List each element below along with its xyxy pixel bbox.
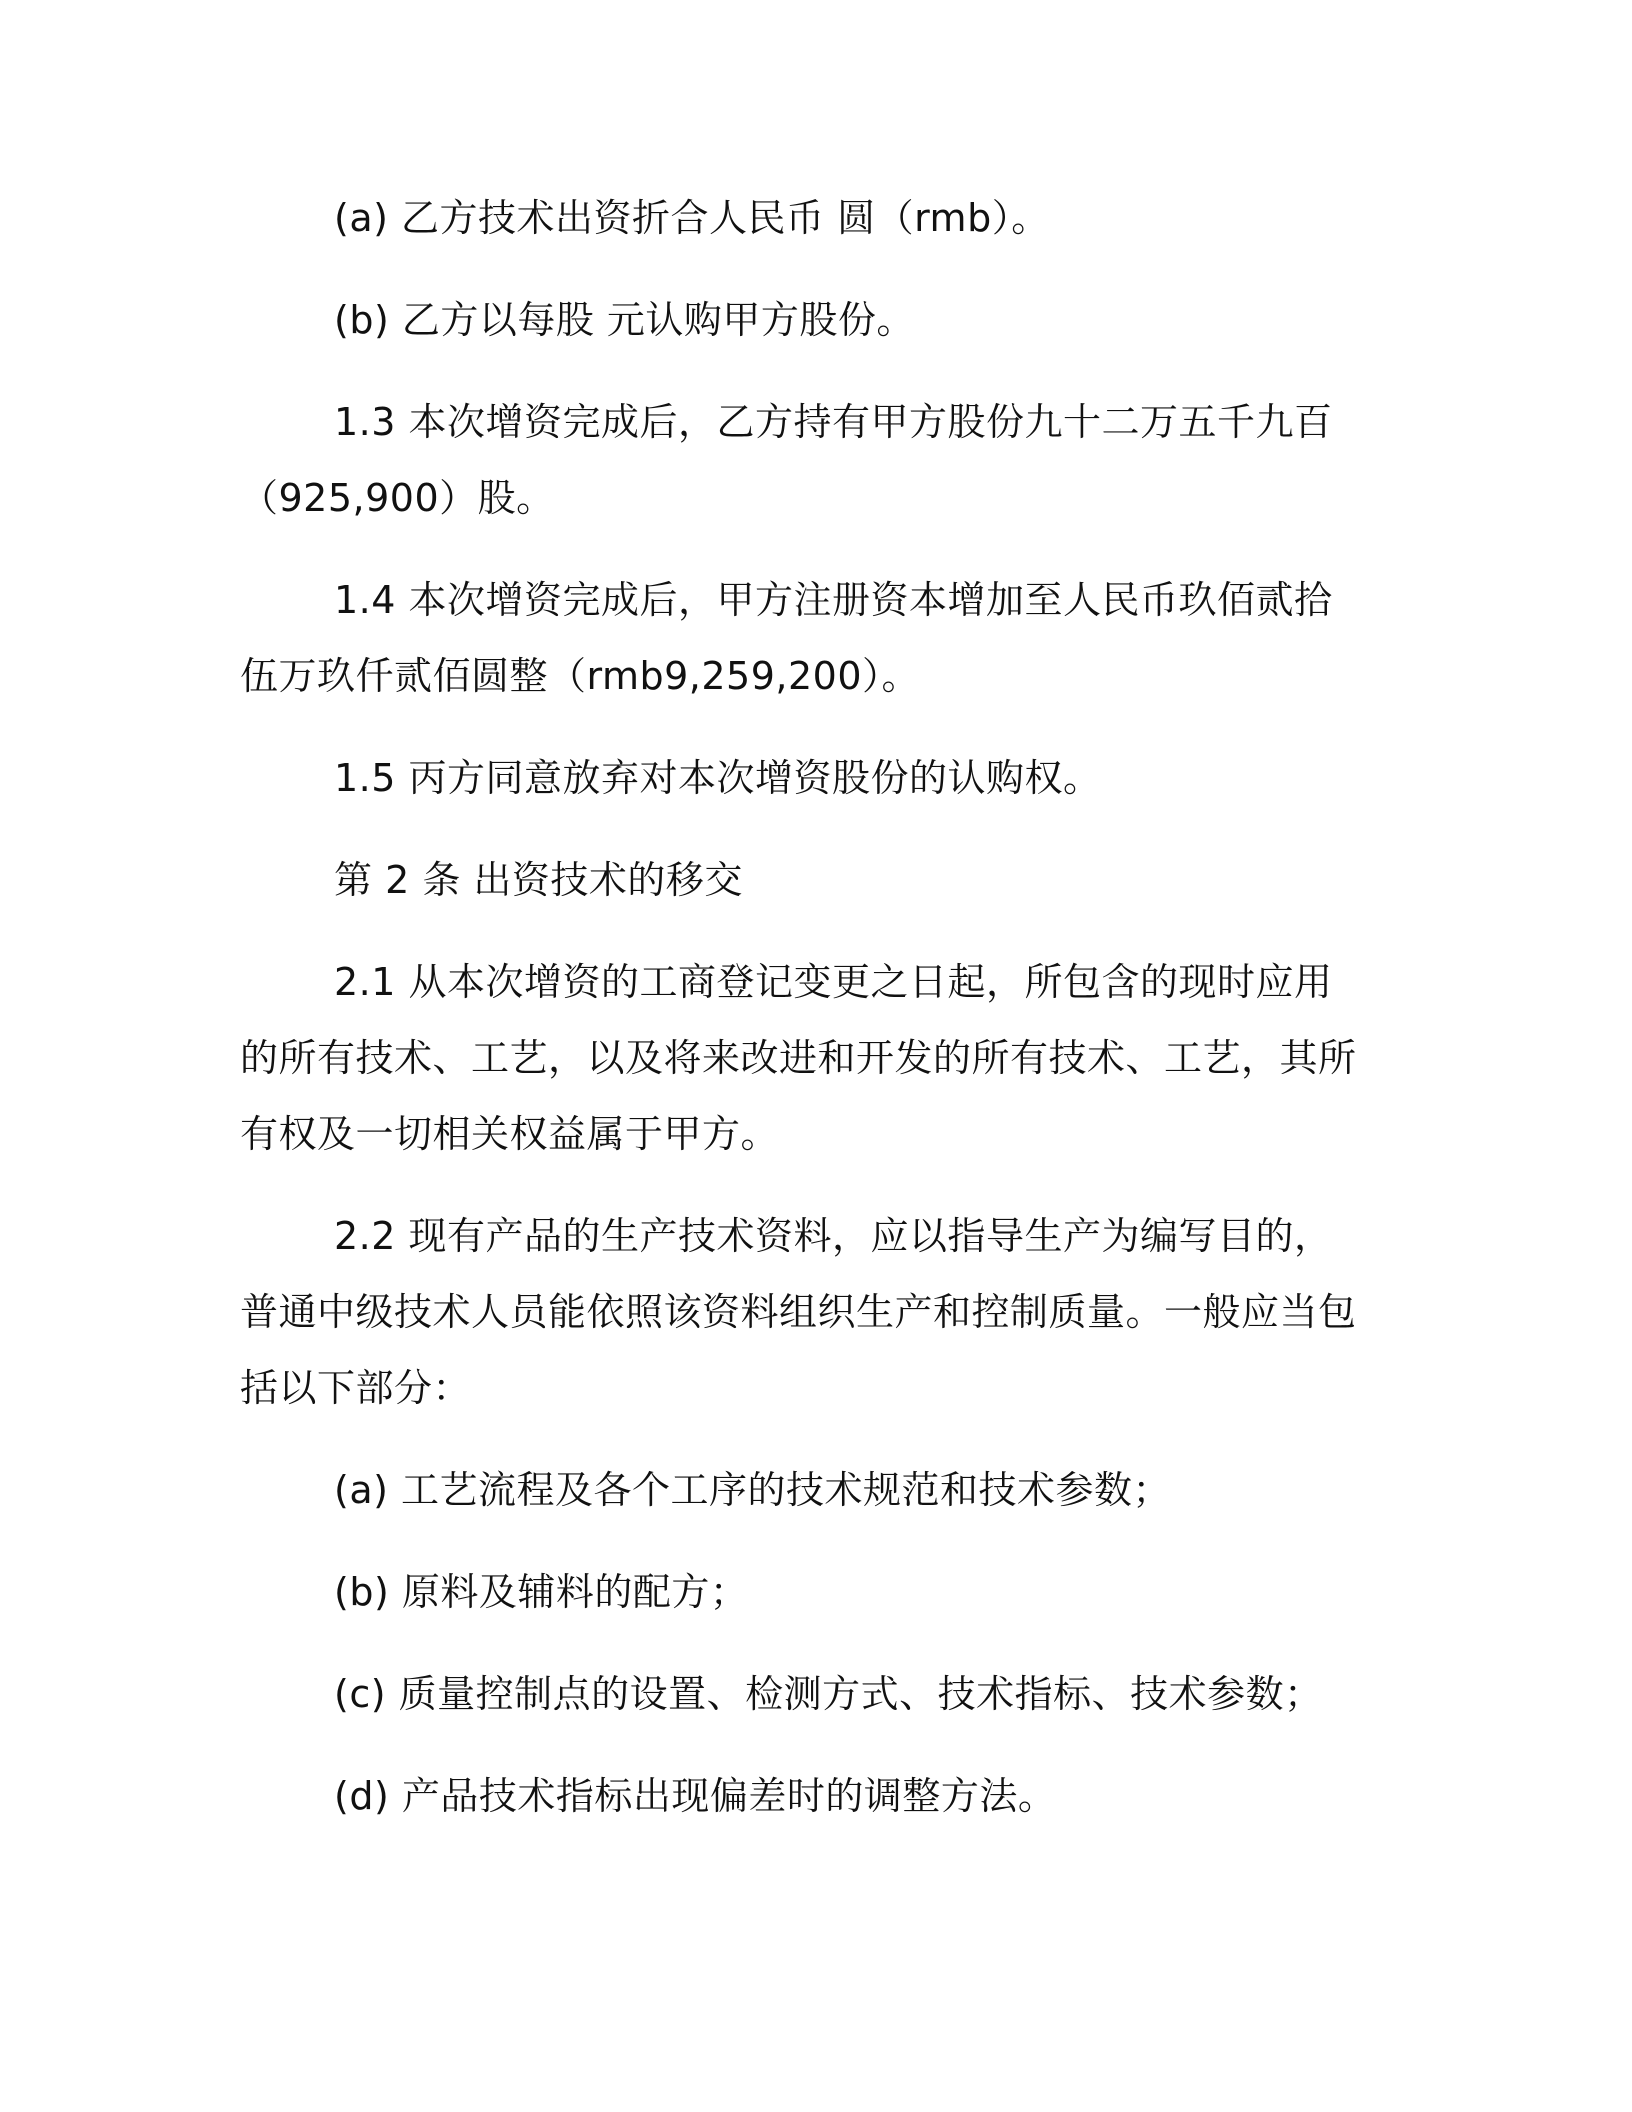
list-item-b: (b) 原料及辅料的配方； [334,1570,749,1614]
clause-1-4: 1.4 本次增资完成后，甲方注册资本增加至人民币玖佰贰拾伍万玖仟贰佰圆整（rmb9,259,200）。 [240,578,1333,698]
article-2-heading: 第 2 条 出资技术的移交 [334,858,743,902]
list-item-d: (d) 产品技术指标出现偏差时的调整方法。 [334,1774,1057,1818]
clause-2-2: 2.2 现有产品的生产技术资料，应以指导生产为编写目的，普通中级技术人员能依照该资料组织生产和控制质量。一般应当包括以下部分： [240,1214,1357,1410]
clause-a-tech-contribution: (a) 乙方技术出资折合人民币 圆（rmb）。 [334,196,1050,240]
clause-1-3: 1.3 本次增资完成后，乙方持有甲方股份九十二万五千九百（925,900）股。 [240,400,1333,520]
clause-1-5: 1.5 丙方同意放弃对本次增资股份的认购权。 [334,756,1102,800]
clause-b-share-price: (b) 乙方以每股 元认购甲方股份。 [334,298,915,342]
list-item-a: (a) 工艺流程及各个工序的技术规范和技术参数； [334,1468,1172,1512]
list-item-c: (c) 质量控制点的设置、检测方式、技术指标、技术参数； [334,1672,1323,1716]
clause-2-1: 2.1 从本次增资的工商登记变更之日起，所包含的现时应用的所有技术、工艺，以及将来改进和开发的所有技术、工艺，其所有权及一切相关权益属于甲方。 [240,960,1357,1156]
